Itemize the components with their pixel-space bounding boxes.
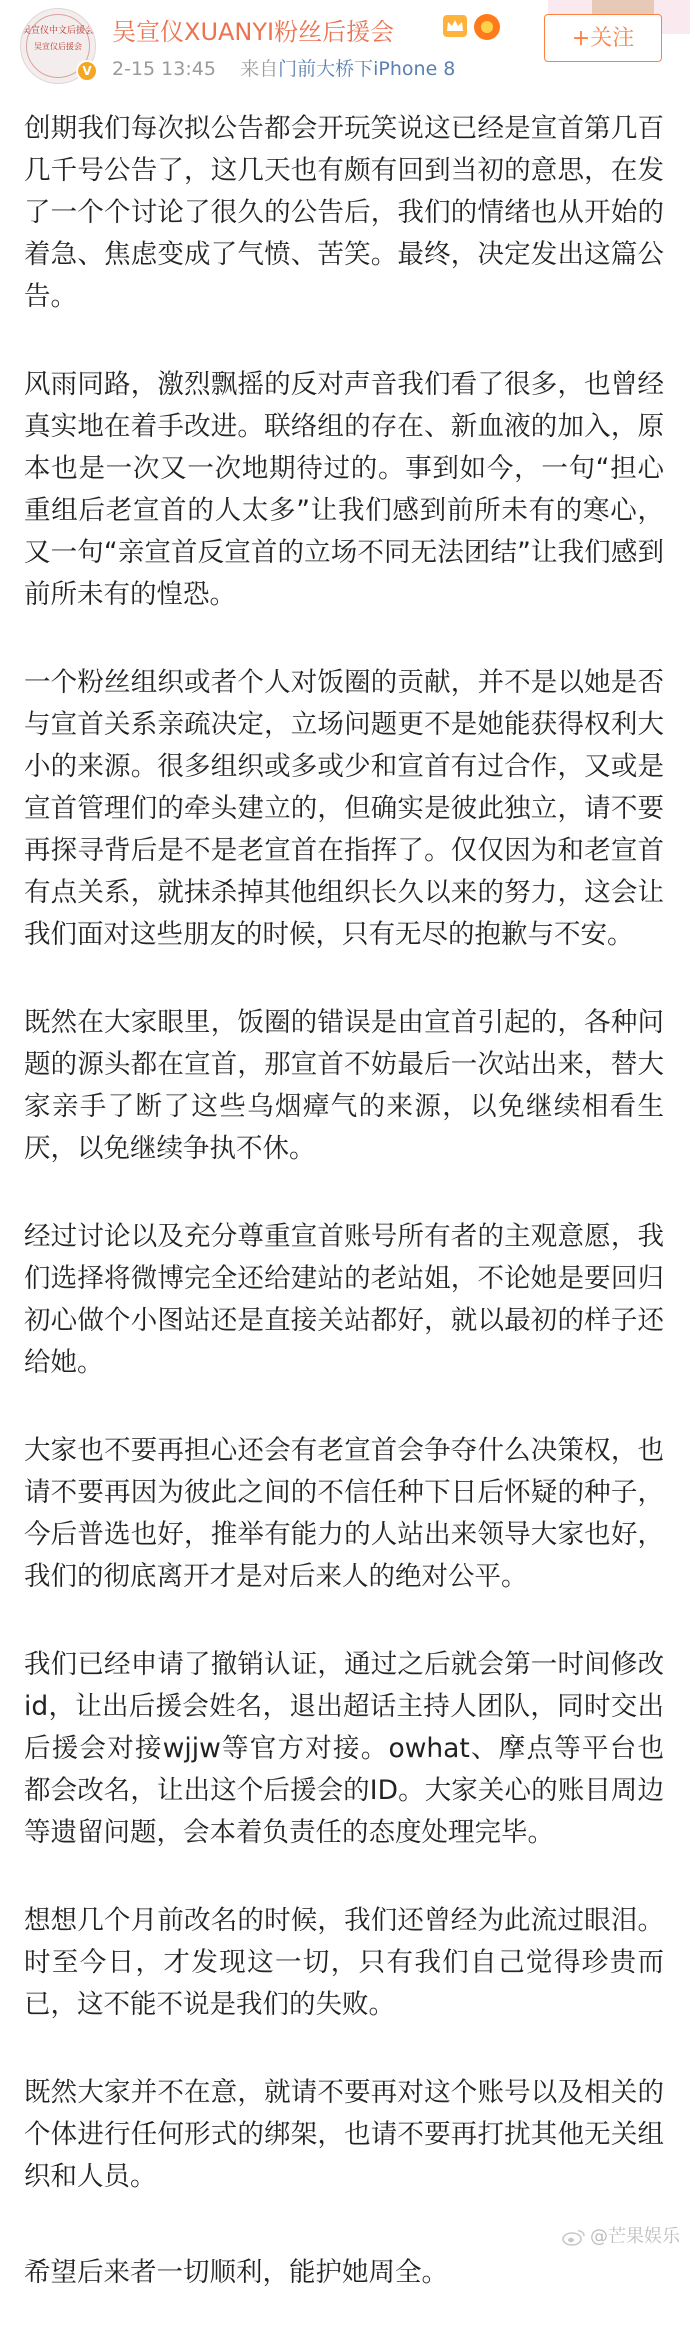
- watermark: [562, 2222, 680, 2248]
- crown-icon: [442, 14, 468, 38]
- post-paragraph: 既然大家并不在意，就请不要再对这个账号以及相关的个体进行任何形式的绑架，也请不要再打扰其他无关组织和人员。: [24, 2077, 664, 2192]
- post-paragraph: 创期我们每次拟公告都会开玩笑说这已经是宣首第几百几千号公告了，这几天也有颇有回到当初的意思，在发了一个个讨论了很久的公告后，我们的情绪也从开始的着急、焦虑变成了气愤、苦笑。最终，决定发出这篇公告。: [24, 113, 664, 312]
- post-paragraph: 经过讨论以及充分尊重宣首账号所有者的主观意愿，我们选择将微博完全还给建站的老站姐，不论她是要回归初心做个小图站还是直接关站都好，就以最初的样子还给她。: [24, 1221, 664, 1378]
- post-paragraph: 风雨同路，激烈飘摇的反对声音我们看了很多，也曾经真实地在着手改进。联络组的存在、新血液的加入，原本也是一次又一次地期待过的。事到如今，一句“担心重组后老宣首的人太多”让我们感到前所未有的寒心，又一句“亲宣首反宣首的立场不同无法团结”让我们感到前所未有的惶恐。: [24, 369, 664, 610]
- verified-v-icon: V: [76, 60, 98, 82]
- avatar-seal-text-top: 吴宣仪中文后援会: [21, 26, 94, 36]
- post-paragraph: 既然在大家眼里，饭圈的错误是由宣首引起的，各种问题的源头都在宣首，那宣首不妨最后一次站出来，替大家亲手了断了这些乌烟瘴气的来源，以免继续相看生厌，以免继续争执不休。: [24, 1007, 664, 1164]
- post-paragraph: 我们已经申请了撤销认证，通过之后就会第一时间修改id，让出后援会姓名，退出超话主持人团队，同时交出后援会对接wjjw等官方对接。owhat、摩点等平台也都会改名，让出这个后援会的ID。大家关心的账目周边等遗留问题，会本着负责任的态度处理完毕。: [24, 1649, 664, 1848]
- post-paragraph: 大家也不要再担心还会有老宣首会争夺什么决策权，也请不要再因为彼此之间的不信任种下日后怀疑的种子，今后普选也好，推举有能力的人站出来领导大家也好，我们的彻底离开才是对后来人的绝对公平。: [24, 1435, 664, 1592]
- watermark-text: @芒果娱乐: [590, 2226, 680, 2247]
- post-body: [24, 108, 664, 2340]
- vip-badge-icon: [474, 14, 500, 40]
- avatar-seal-text-mid: 吴宣仪后援会: [34, 42, 82, 51]
- user-name[interactable]: 吴宣仪XUANYI粉丝后援会: [112, 18, 395, 46]
- source-device-link[interactable]: 门前大桥下iPhone 8: [278, 58, 456, 80]
- source-prefix: 来自: [240, 58, 279, 80]
- post-paragraph: 想想几个月前改名的时候，我们还曾经为此流过眼泪。时至今日，才发现这一切，只有我们自己觉得珍贵而已，这不能不说是我们的失败。: [24, 1905, 664, 2020]
- post-paragraph: 希望后来者一切顺利，能护她周全。: [24, 2257, 448, 2288]
- post-paragraph: 一个粉丝组织或者个人对饭圈的贡献，并不是以她是否与宣首关系亲疏决定，立场问题更不是她能获得权利大小的来源。很多组织或多或少和宣首有过合作，又或是宣首管理们的牵头建立的，但确实是彼此独立，请不要再探寻背后是不是老宣首在指挥了。仅仅因为和老宣首有点关系，就抹杀掉其他组织长久以来的努力，这会让我们面对这些朋友的时候，只有无尽的抱歉与不安。: [24, 667, 664, 950]
- post-header: [0, 0, 690, 92]
- follow-button[interactable]: +关注: [544, 14, 662, 62]
- post-time: 2-15 13:45: [112, 58, 216, 80]
- post-meta: [112, 54, 455, 81]
- weibo-logo-icon: [562, 2228, 586, 2246]
